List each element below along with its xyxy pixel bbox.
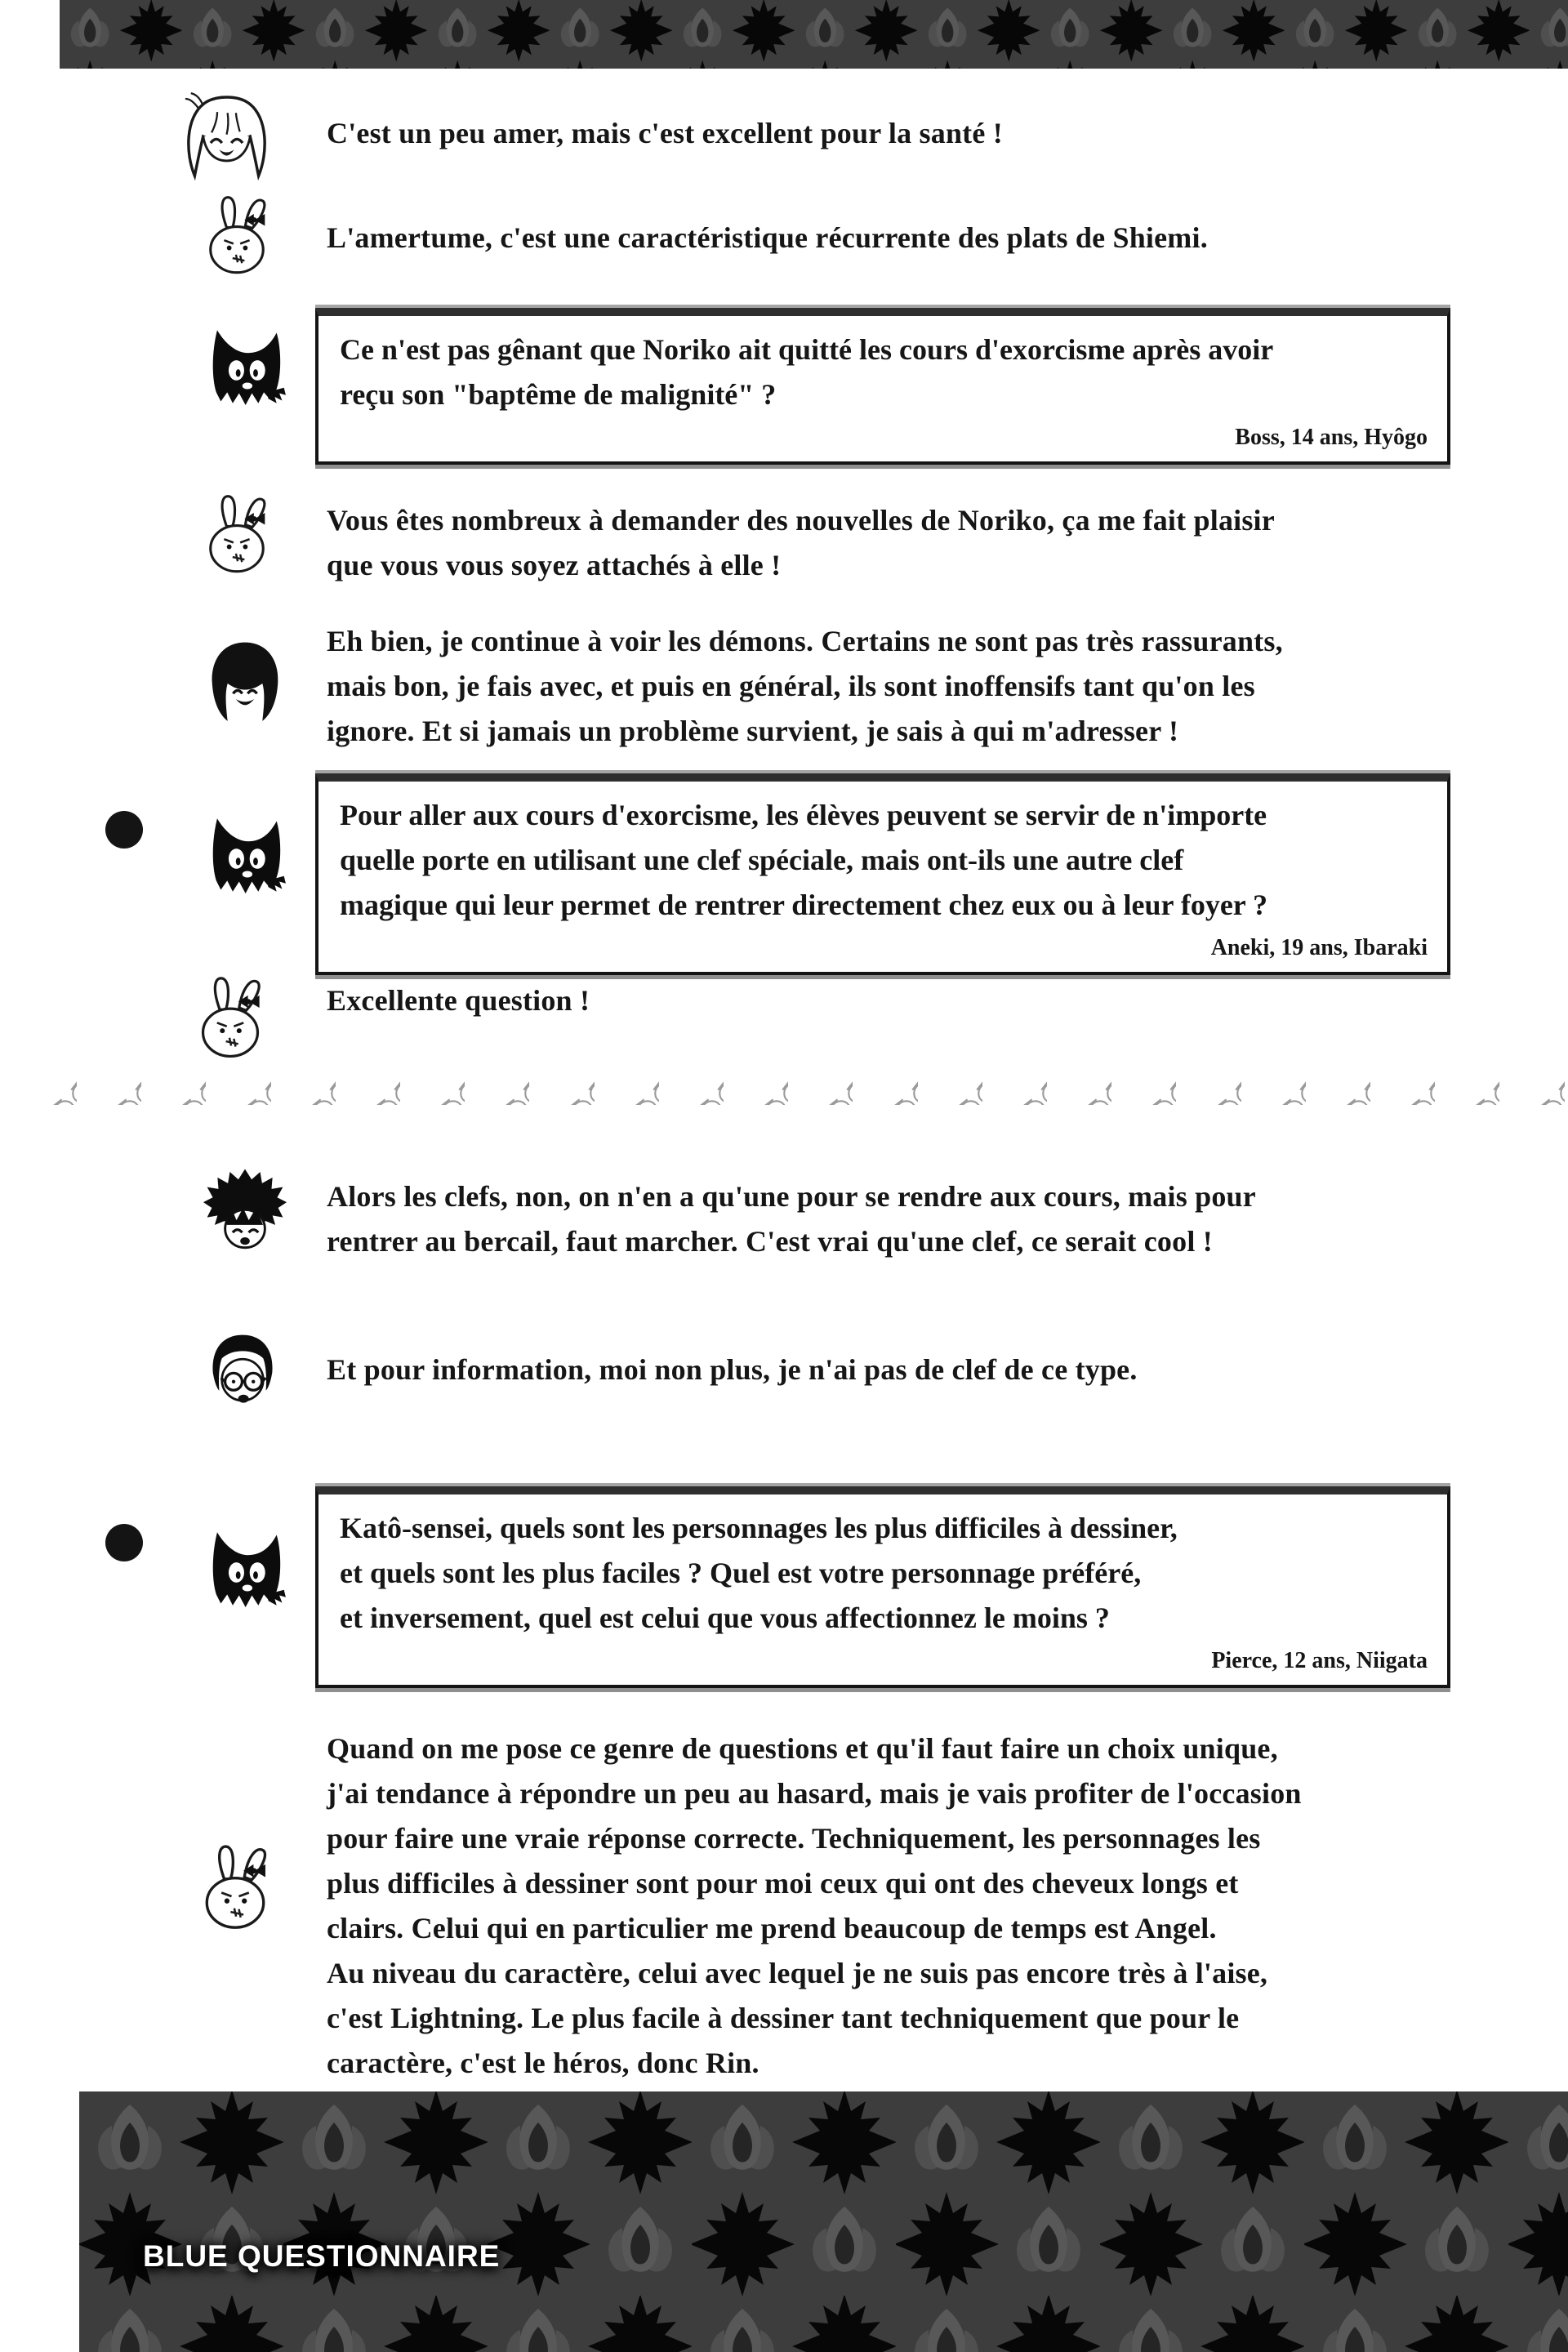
cross-ornament-icon <box>1258 1058 1306 1105</box>
question-box <box>315 1486 1450 1688</box>
cross-ornament-icon <box>547 1058 595 1105</box>
cross-ornament-icon <box>1323 1058 1370 1105</box>
question-attribution: Pierce, 12 ans, Niigata <box>1211 1648 1428 1673</box>
shiemi-girl-avatar-icon <box>180 87 274 186</box>
question-box <box>315 308 1450 465</box>
top-border-damask-pattern <box>60 0 1568 69</box>
speech-line: C'est un peu amer, mais c'est excellent pour la santé ! <box>327 117 1003 149</box>
question-attribution: Aneki, 19 ans, Ibaraki <box>1210 935 1428 960</box>
cross-ornament-icon <box>288 1058 336 1105</box>
bullet-marker <box>105 1524 143 1561</box>
rin-avatar-icon <box>198 1158 292 1269</box>
rabbit-mascot-avatar-icon <box>194 487 279 583</box>
cross-ornament-icon <box>1129 1058 1176 1105</box>
cross-ornament-icon <box>935 1058 982 1105</box>
cross-ornament-icon <box>805 1058 853 1105</box>
speech-line: Et pour information, moi non plus, je n'ai pas de clef de ce type. <box>327 1353 1138 1386</box>
question-attribution: Boss, 14 ans, Hyôgo <box>1235 425 1428 450</box>
question-text: Ce n'est pas gênant que Noriko ait quitté les cours d'exorcisme après avoir reçu son "baptême de malignité" ? <box>340 333 1274 411</box>
cross-ornament-icon <box>417 1058 465 1105</box>
rabbit-mascot-avatar-icon <box>186 969 274 1068</box>
question-text: Pour aller aux cours d'exorcisme, les élèves peuvent se servir de n'importe quelle porte en utilisant une clef spéciale, mais ont-ils une autre clef magique qui leur permet de rentrer directement chez eux ou à leur foyer ? <box>340 799 1268 921</box>
cross-ornament-icon <box>353 1058 400 1105</box>
question-text: Katô-sensei, quels sont les personnages les plus difficiles à dessiner, et quels sont les plus faciles ? Quel est votre personnage préféré, et inversement, quel est celui que vous affectionnez le moins ? <box>340 1512 1178 1634</box>
question-box <box>315 773 1450 975</box>
cross-ornament-icon <box>1517 1058 1565 1105</box>
speech-line: Excellente question ! <box>327 984 590 1017</box>
cross-ornament-icon <box>1064 1058 1111 1105</box>
black-cat-avatar-icon <box>203 1517 294 1620</box>
bottom-border-damask-pattern <box>79 2091 1568 2352</box>
cross-ornament-icon <box>29 1058 77 1105</box>
speech-line: Alors les clefs, non, on n'en a qu'une pour se rendre aux cours, mais pour rentrer au bercail, faut marcher. C'est vrai qu'une clef, ce serait cool ! <box>327 1180 1256 1258</box>
yukio-avatar-icon <box>198 1320 287 1429</box>
bullet-marker <box>105 811 143 849</box>
black-cat-avatar-icon <box>203 804 294 906</box>
cross-ornament-icon <box>741 1058 788 1105</box>
cross-ornament-icon <box>1388 1058 1435 1105</box>
cross-ornament-icon <box>1194 1058 1241 1105</box>
cross-ornament-icon <box>224 1058 271 1105</box>
noriko-girl-avatar-icon <box>199 629 291 738</box>
cross-ornament-icon <box>94 1058 141 1105</box>
rabbit-mascot-avatar-icon <box>189 1836 281 1940</box>
speech-line: Quand on me pose ce genre de questions et qu'il faut faire un choix unique, j'ai tendance à répondre un peu au hasard, mais je vais profiter de l'occasion pour faire une vraie réponse correcte. Techniquement, les personnages les plus difficiles à dessiner sont pour moi ceux qui ont des cheveux longs et clairs. Celui qui en particulier me prend beaucoup de temps est Angel. Au niveau du caractère, celui avec lequel je ne suis pas encore très à l'aise, c'est Lightning. Le plus facile à dessiner tant techniquement que pour le caractère, c'est le héros, donc Rin. <box>327 1732 1302 2079</box>
cross-ornament-icon <box>612 1058 659 1105</box>
black-cat-avatar-icon <box>203 315 294 418</box>
cross-ornament-icon <box>1452 1058 1499 1105</box>
cross-ornament-icon <box>482 1058 529 1105</box>
speech-line: Vous êtes nombreux à demander des nouvelles de Noriko, ça me fait plaisir que vous vous soyez attachés à elle ! <box>327 504 1275 581</box>
cross-ornament-icon <box>871 1058 918 1105</box>
divider-ornaments <box>29 1057 1565 1106</box>
cross-ornament-icon <box>676 1058 724 1105</box>
speech-line: L'amertume, c'est une caractéristique récurrente des plats de Shiemi. <box>327 221 1208 254</box>
footer-title: BLUE QUESTIONNAIRE <box>143 2239 501 2273</box>
cross-ornament-icon <box>158 1058 206 1105</box>
speech-line: Eh bien, je continue à voir les démons. Certains ne sont pas très rassurants, mais bon, je fais avec, et puis en général, ils sont inoffensifs tant qu'on les ignore. Et si jamais un problème survient, je sais à qui m'adresser ! <box>327 625 1283 747</box>
rabbit-mascot-avatar-icon <box>194 193 279 279</box>
cross-ornament-icon <box>1000 1058 1047 1105</box>
